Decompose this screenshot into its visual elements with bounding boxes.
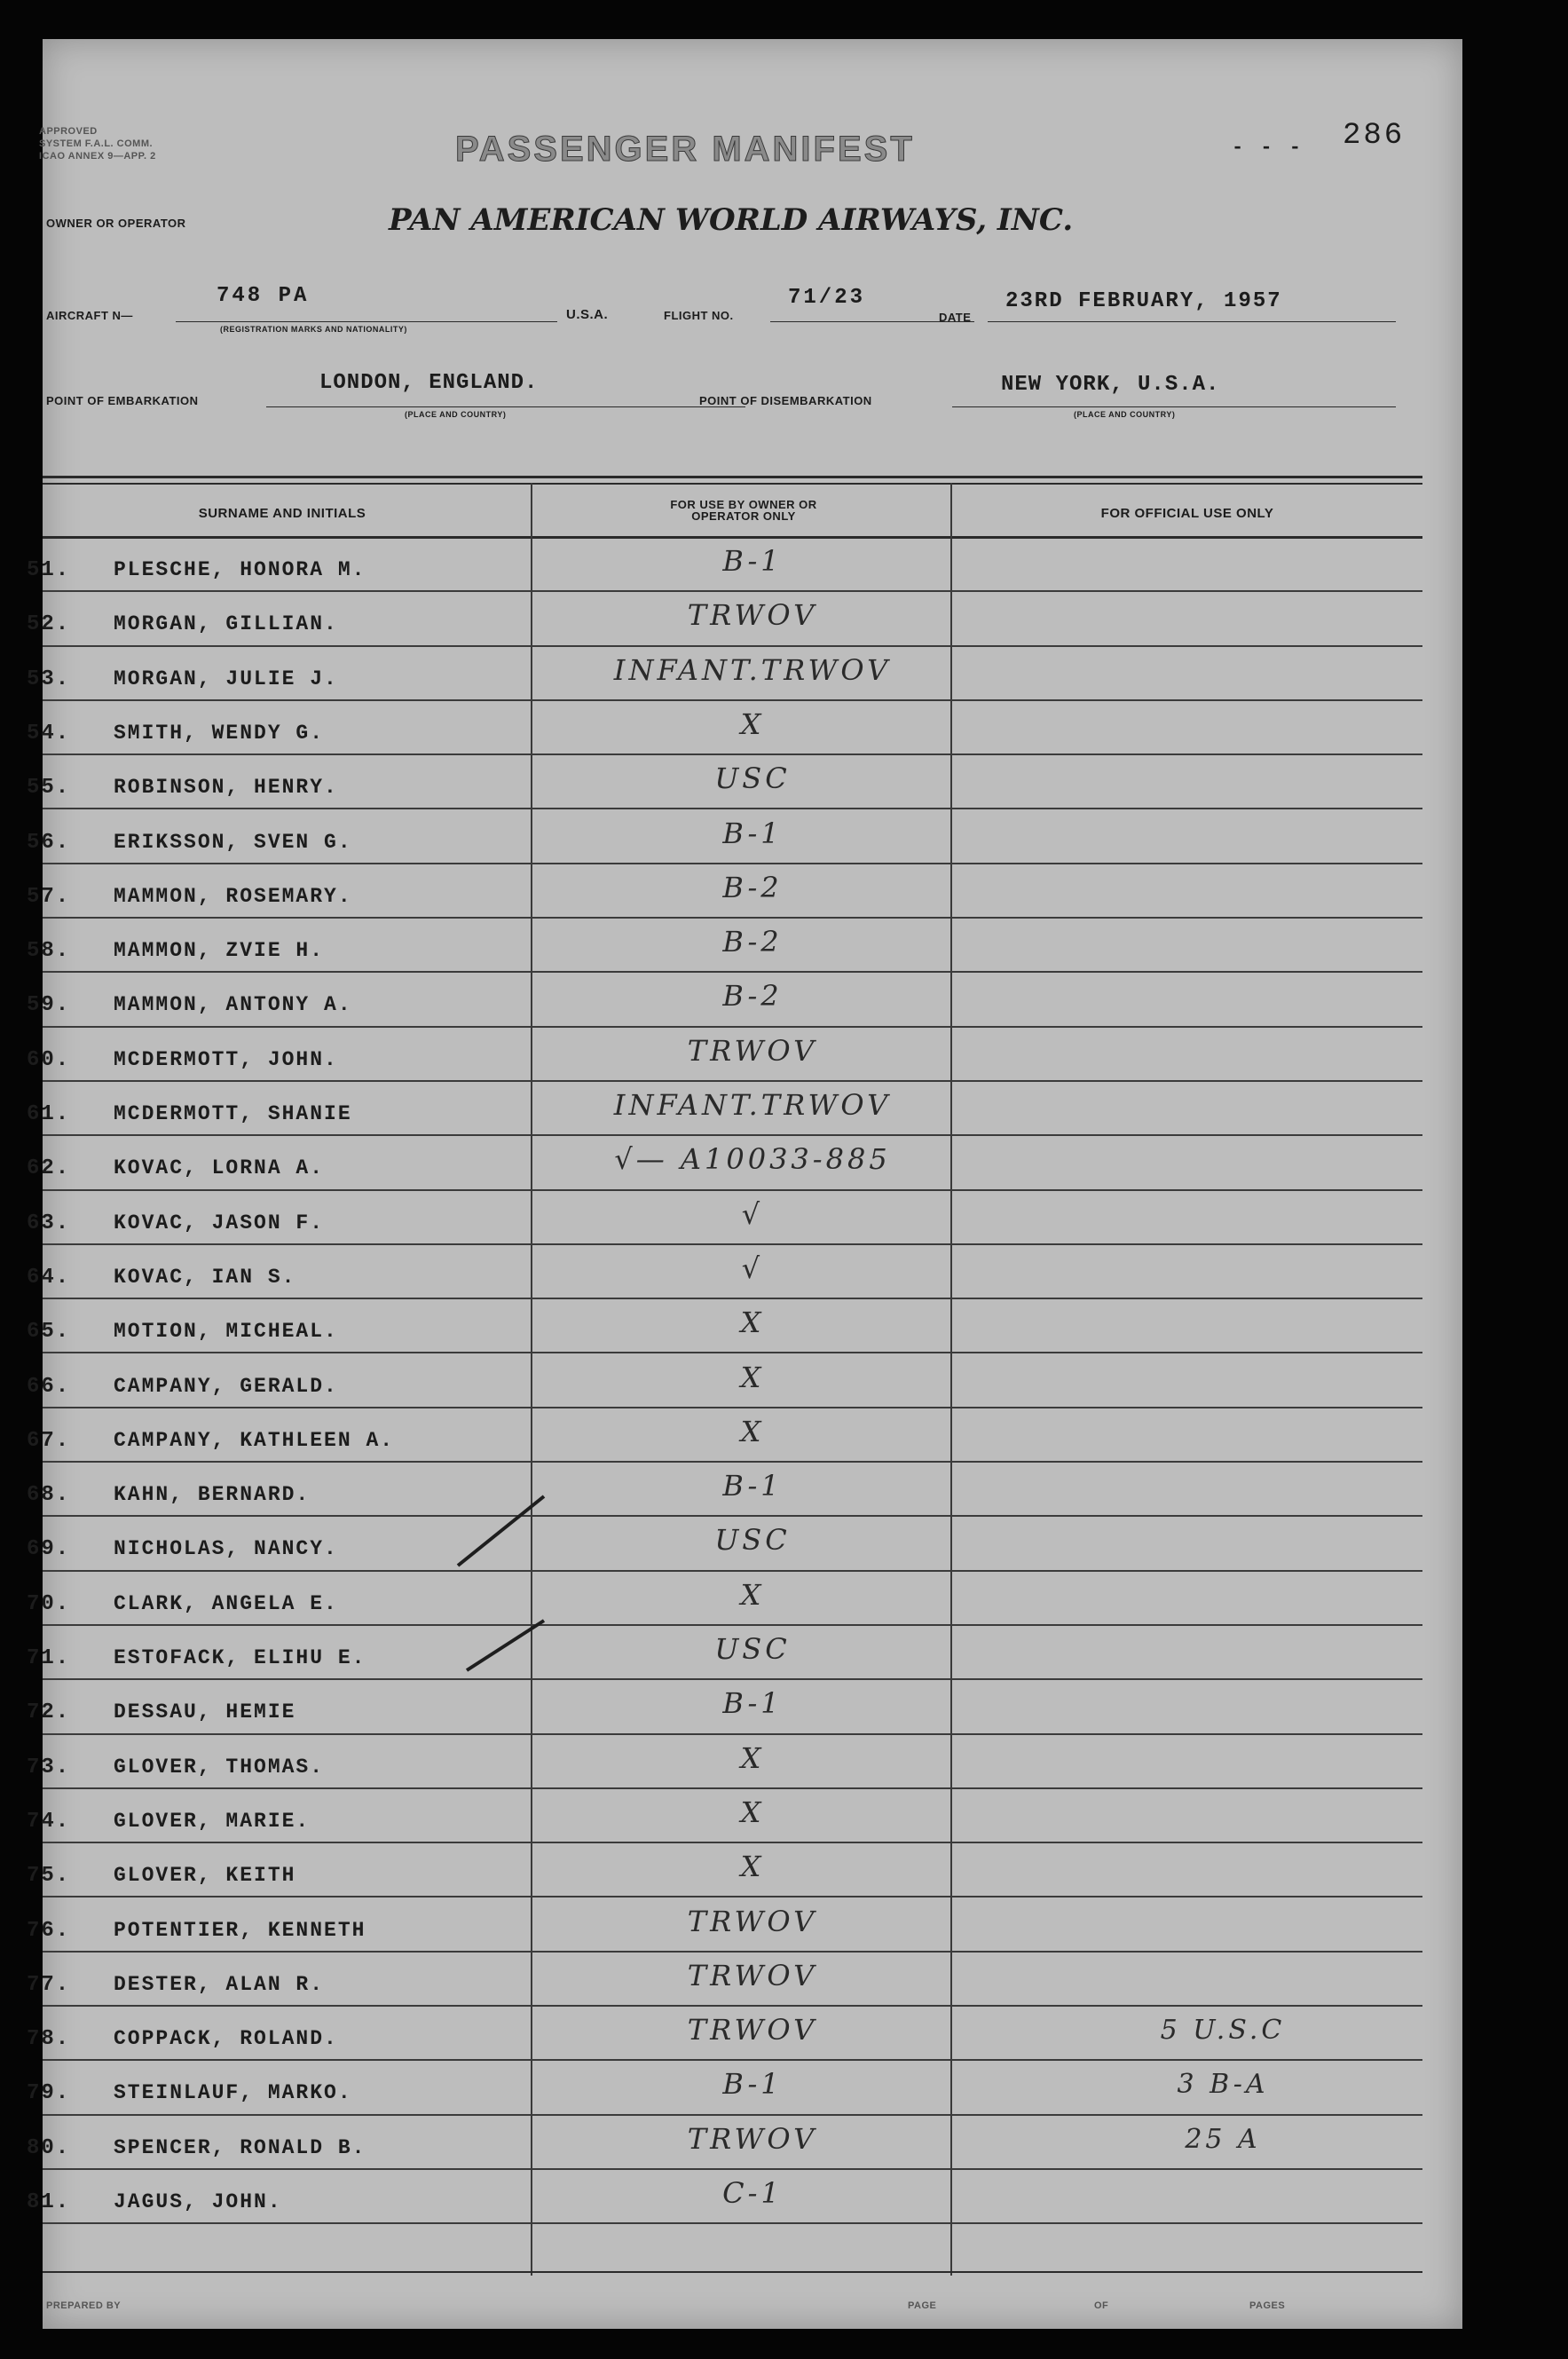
stroke-71 (467, 1621, 544, 1670)
passenger-name: DESTER, ALAN R. (114, 1972, 325, 1996)
passenger-name: ERIKSSON, SVEN G. (114, 830, 352, 854)
row-number: 80. (27, 2135, 71, 2160)
embark-value: LONDON, ENGLAND. (319, 371, 539, 395)
owner-annotation: TRWOV (687, 2121, 818, 2156)
passenger-name: POTENTIER, KENNETH (114, 1918, 366, 1942)
row-number: 79. (27, 2081, 71, 2106)
row-number: 63. (27, 1211, 71, 1235)
owner-annotation: TRWOV (687, 1904, 818, 1938)
owner-annotation: INFANT.TRWOV (613, 652, 892, 687)
owner-annotation: B-1 (722, 1686, 783, 1721)
aircraft-sublabel: (REGISTRATION MARKS AND NATIONALITY) (220, 325, 407, 334)
header-dashes: - - - (1232, 137, 1304, 159)
row-number: 57. (27, 884, 71, 909)
row-number: 53. (27, 667, 71, 691)
approval-line-3: ICAO ANNEX 9—APP. 2 (39, 151, 156, 162)
embark-sublabel: (PLACE AND COUNTRY) (405, 410, 507, 419)
owner-annotation: B-2 (722, 979, 783, 1014)
disembark-label: POINT OF DISEMBARKATION (699, 394, 872, 407)
row-number: 70. (27, 1591, 71, 1616)
disembark-value: NEW YORK, U.S.A. (1001, 373, 1220, 397)
passenger-name: SPENCER, RONALD B. (114, 2135, 366, 2159)
passenger-name: JAGUS, JOHN. (114, 2190, 282, 2213)
passenger-name: GLOVER, THOMAS. (114, 1755, 325, 1779)
owner-annotation: B-1 (722, 1469, 783, 1503)
passenger-name: GLOVER, MARIE. (114, 1809, 311, 1833)
passenger-name: KAHN, BERNARD. (114, 1483, 311, 1507)
row-number: 76. (27, 1918, 71, 1943)
row-number: 54. (27, 721, 71, 746)
page-number: 286 (1343, 119, 1406, 153)
disembark-sublabel: (PLACE AND COUNTRY) (1074, 410, 1176, 419)
passenger-name: MCDERMOTT, JOHN. (114, 1047, 338, 1071)
embark-label: POINT OF EMBARKATION (46, 394, 199, 407)
stroke-69 (458, 1496, 544, 1566)
official-annotation: 25 A (1185, 2123, 1261, 2155)
manifest-sheet (27, 39, 1462, 2329)
page-title: PASSENGER MANIFEST (455, 130, 915, 169)
owner-annotation: √ (741, 1251, 764, 1285)
row-number: 62. (27, 1156, 71, 1181)
passenger-name: STEINLAUF, MARKO. (114, 2081, 352, 2105)
row-number: 65. (27, 1320, 71, 1345)
row-number: 66. (27, 1374, 71, 1399)
passenger-name: KOVAC, LORNA A. (114, 1156, 325, 1180)
owner-annotation: USC (714, 1523, 791, 1558)
approval-line-2: SYSTEM F.A.L. COMM. (39, 138, 154, 149)
owner-annotation: USC (714, 1632, 791, 1666)
row-number: 67. (27, 1428, 71, 1453)
aircraft-value: 748 PA (217, 284, 310, 308)
owner-annotation: B-1 (722, 816, 783, 850)
footer-rule (43, 2271, 1422, 2273)
usa-label: U.S.A. (566, 307, 609, 322)
row-number: 74. (27, 1809, 71, 1834)
owner-annotation: C-1 (722, 2176, 783, 2210)
passenger-name: MAMMON, ANTONY A. (114, 993, 352, 1017)
official-annotation: 3 B-A (1177, 2069, 1269, 2101)
passenger-name: ROBINSON, HENRY. (114, 776, 338, 800)
page-label: PAGE (908, 2300, 937, 2311)
passenger-name: CAMPANY, KATHLEEN A. (114, 1428, 395, 1452)
owner-annotation: TRWOV (687, 2013, 818, 2047)
passenger-name: CLARK, ANGELA E. (114, 1591, 338, 1615)
passenger-name: NICHOLAS, NANCY. (114, 1537, 338, 1561)
owner-annotation: X (740, 706, 765, 741)
row-number: 52. (27, 612, 71, 637)
passenger-name: MAMMON, ZVIE H. (114, 939, 325, 963)
owner-annotation: X (740, 1740, 765, 1775)
flight-label: FLIGHT NO. (664, 309, 734, 322)
flight-value: 71/23 (788, 286, 866, 310)
row-number: 81. (27, 2190, 71, 2214)
owner-annotation: X (740, 1577, 765, 1612)
passenger-name: MOTION, MICHEAL. (114, 1320, 338, 1344)
passenger-name: MAMMON, ROSEMARY. (114, 884, 352, 908)
official-annotation: 5 U.S.C (1160, 2015, 1286, 2047)
passenger-name: KOVAC, IAN S. (114, 1265, 296, 1289)
passenger-name: MCDERMOTT, SHANIE (114, 1102, 352, 1125)
date-label: DATE (939, 311, 972, 324)
column-header-official: FOR OFFICIAL USE ONLY (1100, 506, 1274, 521)
row-number: 77. (27, 1972, 71, 1997)
owner-value: PAN AMERICAN WORLD AIRWAYS, INC. (389, 202, 1074, 238)
passenger-name: PLESCHE, HONORA M. (114, 558, 366, 581)
owner-annotation: X (740, 1360, 765, 1394)
owner-annotation: X (740, 1414, 765, 1448)
owner-annotation: B-1 (722, 2067, 783, 2102)
owner-annotation: X (740, 1795, 765, 1829)
row-number: 73. (27, 1755, 71, 1779)
passenger-name: ESTOFACK, ELIHU E. (114, 1646, 366, 1669)
column-header-surname: SURNAME AND INITIALS (198, 506, 366, 521)
row-number: 55. (27, 776, 71, 801)
owner-annotation: TRWOV (687, 598, 818, 633)
row-number: 64. (27, 1265, 71, 1290)
row-number: 72. (27, 1700, 71, 1725)
passenger-name: GLOVER, KEITH (114, 1864, 296, 1888)
row-number: 58. (27, 939, 71, 964)
approval-line-1: APPROVED (39, 126, 98, 137)
owner-annotation: √— A10033-885 (614, 1142, 891, 1177)
row-number: 61. (27, 1102, 71, 1126)
row-number: 60. (27, 1047, 71, 1072)
passenger-name: MORGAN, JULIE J. (114, 667, 338, 690)
date-value: 23RD FEBRUARY, 1957 (1005, 289, 1282, 313)
prepared-by-label: PREPARED BY (46, 2300, 122, 2311)
owner-annotation: TRWOV (687, 1958, 818, 1992)
row-number: 69. (27, 1537, 71, 1562)
owner-annotation: √ (741, 1196, 764, 1231)
passenger-name: KOVAC, JASON F. (114, 1211, 325, 1235)
owner-annotation: B-2 (722, 870, 783, 904)
owner-annotation: USC (714, 761, 791, 796)
row-number: 56. (27, 830, 71, 855)
owner-annotation: B-1 (722, 544, 783, 578)
row-number: 68. (27, 1483, 71, 1508)
row-number: 75. (27, 1864, 71, 1889)
owner-annotation: INFANT.TRWOV (613, 1088, 892, 1122)
hand-strokes (43, 39, 1462, 2329)
owner-annotation: X (740, 1306, 765, 1340)
passenger-name: CAMPANY, GERALD. (114, 1374, 338, 1398)
owner-annotation: X (740, 1850, 765, 1884)
of-label: OF (1094, 2300, 1109, 2311)
pages-label: PAGES (1249, 2300, 1286, 2311)
passenger-name: COPPACK, ROLAND. (114, 2027, 338, 2051)
row-number: 59. (27, 993, 71, 1018)
row-number: 78. (27, 2027, 71, 2052)
passenger-name: SMITH, WENDY G. (114, 721, 325, 745)
owner-label: OWNER OR OPERATOR (46, 217, 186, 230)
column-header-owner: FOR USE BY OWNER OR OPERATOR ONLY (670, 498, 817, 523)
owner-annotation: TRWOV (687, 1033, 818, 1068)
row-number: 71. (27, 1646, 71, 1670)
passenger-name: MORGAN, GILLIAN. (114, 612, 338, 636)
aircraft-label: AIRCRAFT N— (46, 309, 133, 322)
row-number: 51. (27, 558, 71, 582)
passenger-name: DESSAU, HEMIE (114, 1700, 296, 1724)
owner-annotation: B-2 (722, 925, 783, 959)
